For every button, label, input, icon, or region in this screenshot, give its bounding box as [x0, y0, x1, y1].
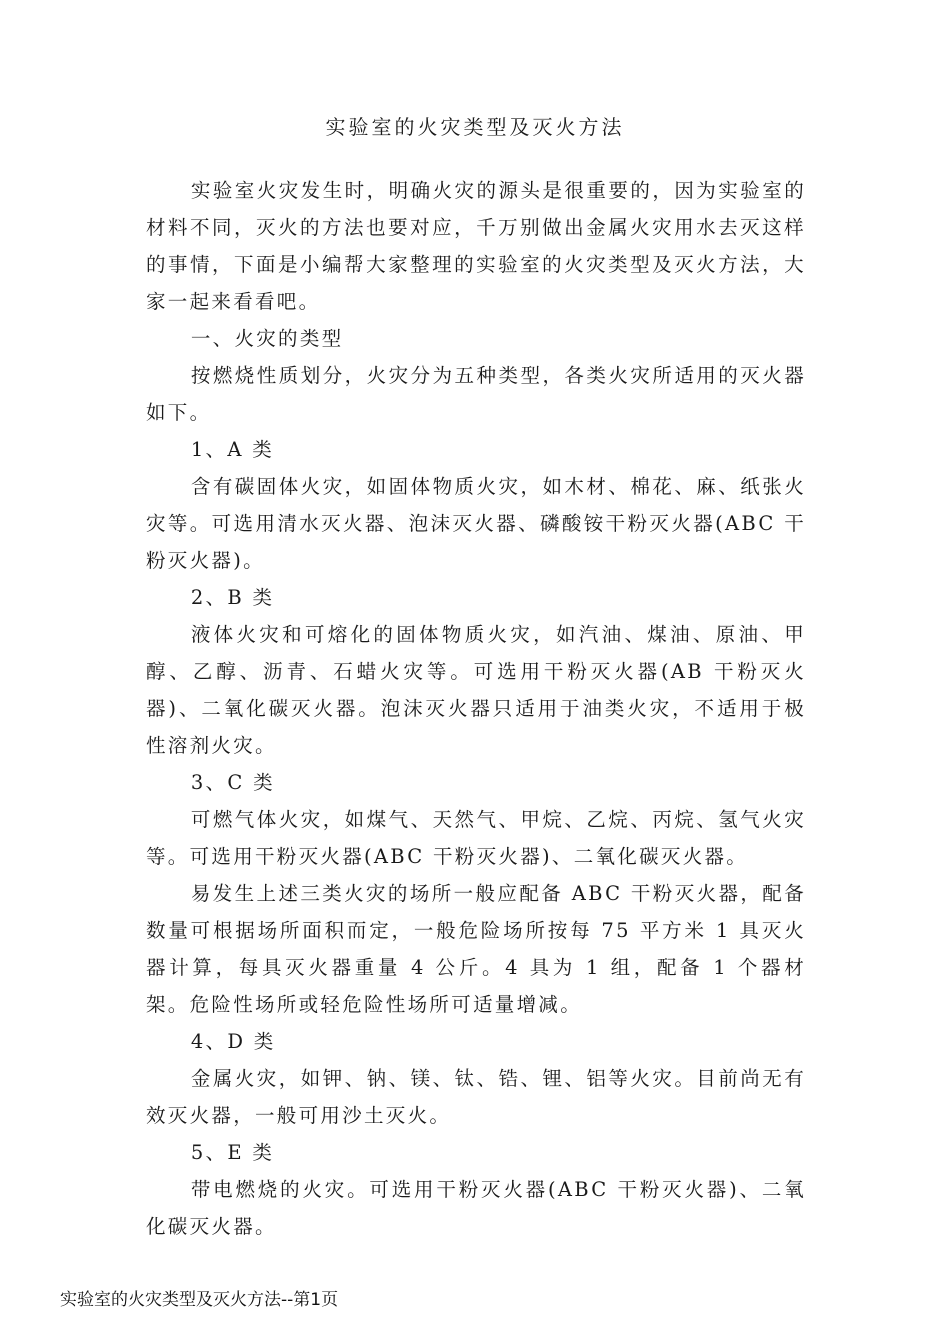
class-d-paragraph: 金属火灾，如钾、钠、镁、钛、锆、锂、铝等火灾。目前尚无有效灭火器，一般可用沙土灭火。 — [146, 1067, 806, 1127]
classification-paragraph: 按燃烧性质划分，火灾分为五种类型，各类火灾所适用的灭火器如下。 — [146, 364, 806, 424]
document-body — [146, 172, 806, 1245]
class-e-paragraph: 带电燃烧的火灾。可选用干粉灭火器(ABC 干粉灭火器)、二氧化碳灭火器。 — [146, 1178, 806, 1238]
class-c-heading: 3、C 类 — [190, 771, 275, 794]
document-title: 实验室的火灾类型及灭火方法 — [325, 115, 625, 139]
class-d-heading: 4、D 类 — [190, 1030, 276, 1053]
section-heading-fire-types: 一、火灾的类型 — [190, 327, 344, 350]
class-b-heading: 2、B 类 — [190, 586, 275, 609]
class-a-heading: 1、A 类 — [190, 438, 275, 461]
class-c-paragraph: 可燃气体火灾，如煤气、天然气、甲烷、乙烷、丙烷、氢气火灾等。可选用干粉灭火器(ABC 干粉灭火器)、二氧化碳灭火器。 — [146, 808, 806, 868]
class-e-heading: 5、E 类 — [190, 1141, 275, 1164]
page-footer: 实验室的火灾类型及灭火方法--第1页 — [60, 1290, 339, 1310]
class-a-paragraph: 含有碳固体火灾，如固体物质火灾，如木材、棉花、麻、纸张火灾等。可选用清水灭火器、泡沫灭火器、磷酸铵干粉灭火器(ABC 干粉灭火器)。 — [146, 475, 806, 572]
intro-paragraph: 实验室火灾发生时，明确火灾的源头是很重要的，因为实验室的材料不同，灭火的方法也要对应，千万别做出金属火灾用水去灭这样的事情，下面是小编帮大家整理的实验室的火灾类型及灭火方法，大家一起来看看吧。 — [146, 179, 806, 313]
extinguisher-allocation-paragraph: 易发生上述三类火灾的场所一般应配备 ABC 干粉灭火器，配备数量可根据场所面积而定，一般危险场所按每 75 平方米 1 具灭火器计算，每具灭火器重量 4 公斤。4 具为 1 组，配备 1 个器材架。危险性场所或轻危险性场所可适量增减。 — [146, 882, 806, 1016]
class-b-paragraph: 液体火灾和可熔化的固体物质火灾，如汽油、煤油、原油、甲醇、乙醇、沥青、石蜡火灾等。可选用干粉灭火器(AB 干粉灭火器)、二氧化碳灭火器。泡沫灭火器只适用于油类火灾，不适用于极性溶剂火灾。 — [146, 623, 806, 757]
